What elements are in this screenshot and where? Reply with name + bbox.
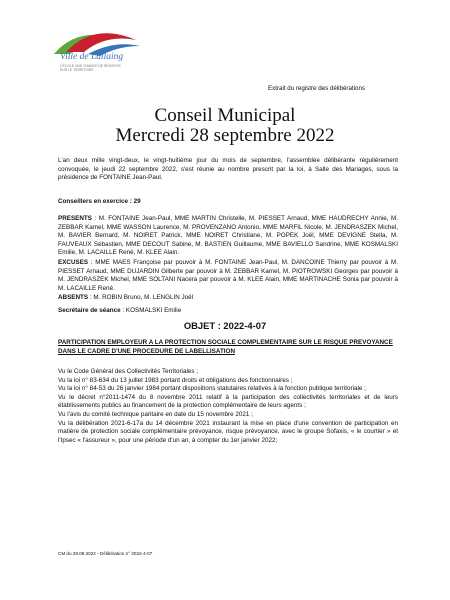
vu-item: Vu la loi n° 83-634 du 13 juillet 1983 portant droits et obligations des fonctionnaires ; (58, 376, 293, 384)
vu-item: Vu l'avis du comité technique paritaire en date du 15 novembre 2021 ; (58, 410, 253, 418)
excuses-label: EXCUSES (58, 259, 89, 266)
presents-list: : M. FONTAINE Jean-Paul, MME MARTIN Christelle, M. PIESSET Arnaud, MME HAUDRECHY Annie, M. ZEBBAR Kamel, MME WASSON Laurence, M. PROVENZANO Antonio, MME MARFIL Nicole, M. JENDRASZEK Michel, M. BAVIER Bernard, M. NOIRET Patrick, MME NOIRET Christiane, M. POPEK Joël, MME DEVIGNE Stella, M. FAUVEAUX Sébastien, MME DECOUT Sabine, M. BASTIEN Guillaume, MME BAVIELLO Sandrine, MME KOSMALSKI Emilie, M. LACAILLE René, M. KLEE Alain. (58, 215, 398, 257)
presents-paragraph (58, 215, 398, 258)
page-title: Conseil Municipal (154, 105, 296, 126)
registry-extract-label: Extrait du registre des délibérations (268, 85, 365, 92)
secretaire-paragraph (58, 307, 398, 316)
logo-name: Ville de Lallaing (60, 52, 124, 62)
objet-heading: OBJET : 2022-4-07 (183, 320, 267, 331)
vu-item: Vu le décret n°2011-1474 du 8 novembre 2011 relatif à la participation des collectivités territoriales et de leurs établissements publics au financement de la protection complémentaire de leurs agents ; (58, 393, 398, 410)
presents-label: PRESENTS (58, 215, 92, 222)
absents-list: : M. ROBIN Bruno, M. LENGLIN Joël (88, 294, 194, 301)
vu-list (58, 368, 398, 445)
vu-item: Vu le Code Général des Collectivités Territoriales ; (58, 368, 198, 375)
secretaire-name: : KOSMALSKI Emilie (120, 307, 182, 314)
page-footer: CM du 28.09.2022 - Délibération n° 2022-4-07 (58, 551, 153, 556)
excuses-list: : MME MAES Françoise par pouvoir à M. FONTAINE Jean-Paul, M. DANCOINE Thierry par pouvoir à M. PIESSET Arnaud, MME DUJARDIN Gilberte par pouvoir à M. ZEBBAR Kamel, M. PIOTROWSKI Georges par pouvoir à M. JENDRASZEK Michel, MME SOLTANI Nacera par pouvoir à M. KLEE Alain, MME MARTINACHE Sonia par pouvoir à M. LACAILLE René. (58, 259, 398, 292)
secretaire-label: Secrétaire de séance (58, 307, 121, 314)
conseillers-count: Conseillers en exercice : 29 (58, 198, 141, 205)
absents-label: ABSENTS (58, 294, 89, 301)
intro-paragraph: L'an deux mille vingt-deux, le vingt-huitième jour du mois de septembre, l'assemblée délibérante régulièrement convoquée, le jeudi 22 septembre 2022, s'est réunie au nombre prescrit par la loi, à Salle des Mariages, sous la présidence de FONTAINE Jean-Paul. (58, 157, 398, 182)
absents-paragraph (58, 294, 398, 303)
excuses-paragraph (58, 259, 398, 293)
deliberation-subject: PARTICIPATION EMPLOYEUR A LA PROTECTION SOCIALE COMPLEMENTAIRE SUR LE RISQUE PREVOYANCE DANS LE CADRE D'UNE PROCEDURE DE LABELLISATION (58, 339, 393, 355)
vu-item: Vu la loi n° 84-53 du 26 janvier 1984 portant dispositions statutaires relatives à la fonction publique territoriale ; (58, 385, 366, 393)
meeting-date: Mercredi 28 septembre 2022 (115, 125, 335, 146)
vu-item: Vu la délibération 2021-6-17a du 14 décembre 2021 instaurant la mise en place d'une convention de participation en matière de protection sociale complémentaire prévoyance, risque prévoyance, avec le groupe Sofaxis, « le courtier » et l'Ipsec « l'assureur », pour une période d'un an, à compter du 1er janvier 2022; (58, 419, 398, 444)
logo-tagline: L'ÉCOLE UNE CHANCE DE RÉUSSITE SUR LE TERRITOIRE (60, 64, 121, 72)
city-logo (44, 24, 144, 84)
